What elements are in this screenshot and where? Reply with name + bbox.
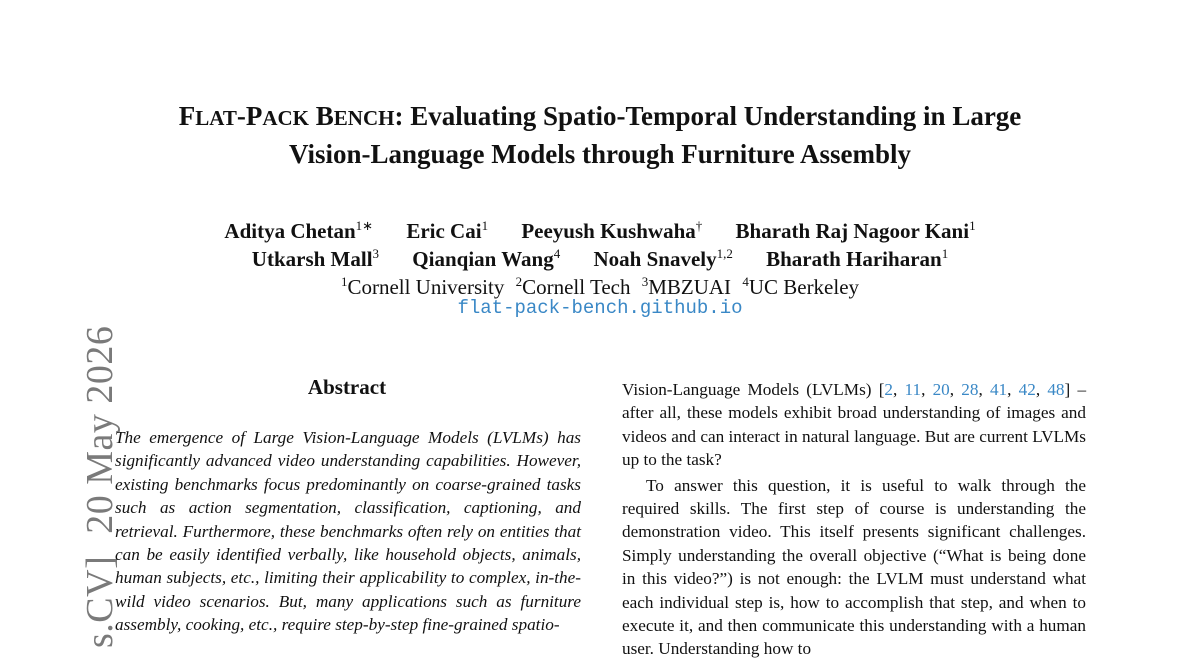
title-dash: -	[236, 101, 246, 131]
citation-link[interactable]: 20	[932, 380, 950, 399]
author-affil-mark: 1∗	[355, 218, 374, 233]
citation-link[interactable]: 41	[989, 380, 1008, 399]
arxiv-date: 20 May 2026	[79, 325, 121, 534]
paragraph-text: – after all, these models exhibit broad understanding of images and videos and can interact in natural language. But are current LVLMs up to the task?	[622, 380, 1087, 470]
author-affil-mark: 1	[481, 218, 489, 233]
affiliation-name: Cornell University	[347, 275, 505, 299]
project-url-link[interactable]: flat-pack-bench.github.io	[457, 297, 743, 319]
affiliation	[742, 275, 859, 299]
author-affil-mark: 1,2	[716, 246, 733, 261]
author-affil-mark: 3	[372, 246, 380, 261]
citation-link[interactable]: 48	[1047, 380, 1065, 399]
author-name: Utkarsh Mall	[251, 247, 373, 271]
author-name: Qianqian Wang	[412, 247, 554, 271]
affiliation	[516, 275, 631, 299]
citation-link[interactable]: 11	[904, 380, 922, 399]
affiliation-name: UC Berkeley	[748, 275, 860, 299]
affiliation	[341, 275, 504, 299]
affiliation	[642, 275, 731, 299]
title-sc-letter: P	[245, 101, 263, 131]
citation-link[interactable]: 42	[1018, 380, 1036, 399]
author-affil-mark: 1	[941, 246, 949, 261]
citation-link[interactable]: 2	[884, 380, 894, 399]
title-line-2: Vision-Language Models through Furniture Assembly	[288, 139, 912, 169]
paragraph-text: Vision-Language Models (LVLMs) [	[622, 380, 885, 399]
title-sc-small: ENCH	[333, 106, 395, 130]
affiliation-mark: 3	[641, 274, 649, 289]
author-name: Bharath Raj Nagoor Kani	[735, 219, 970, 243]
title-sc-letter: B	[315, 101, 334, 131]
abstract-heading: Abstract	[307, 375, 387, 399]
right-column	[622, 378, 1086, 661]
intro-paragraph-1: Vision-Language Models (LVLMs) [2, 11, 20, 28, 41, 42, 48] – after all, these models exhibit broad understanding of images and videos and can interact in natural language. But are current LVLMs up to the task?	[622, 380, 1087, 470]
author-affil-mark: †	[695, 218, 703, 233]
author-affil-mark: 4	[553, 246, 561, 261]
abstract-text: The emergence of Large Vision-Language Models (LVLMs) has significantly advanced video understanding capabilities. However, existing benchmarks focus predominantly on coarse-grained tasks such as action segmentation, classification, captioning, and retrieval. Furthermore, these benchmarks often rely on entities that can be easily identified verbally, like household objects, animals, human subjects, etc., limiting their applicability to complex, in-the-wild video scenarios. But, many applications such as furniture assembly, cooking, etc., require step-by-step fine-grained spatio-	[115, 428, 581, 635]
author-affil-mark: 1	[969, 218, 976, 233]
author-name: Noah Snavely	[593, 247, 717, 271]
affiliation-mark: 4	[742, 274, 749, 289]
bracket: ]	[1064, 380, 1071, 399]
title-sc-small: ACK	[262, 106, 309, 130]
title-sc-letter: F	[178, 101, 196, 131]
author-name: Aditya Chetan	[224, 219, 356, 243]
intro-paragraph-2: To answer this question, it is useful to walk through the required skills. The first step of course is understanding the demonstration video. This itself presents significant challenges. Simply understanding the overall objective (“What is being done in this video?”) is not enough: the LVLM must understand what each individual step is, how to accomplish that step, and when to execute it, and then communicate this understanding with a human user. Understanding how to	[622, 475, 1086, 659]
citation-link[interactable]: 28	[961, 380, 979, 399]
affiliation-name: Cornell Tech	[522, 275, 631, 299]
author-name: Bharath Hariharan	[766, 247, 942, 271]
title-rest: : Evaluating Spatio-Temporal Understanding in Large	[394, 101, 1022, 131]
paper-title	[0, 98, 1200, 172]
affiliation-name: MBZUAI	[648, 275, 732, 299]
author-name: Eric Cai	[406, 219, 482, 243]
title-sc-small: LAT	[195, 106, 237, 130]
affiliation-mark: 2	[515, 274, 523, 289]
title-line-1	[0, 98, 1200, 136]
arxiv-category: s.CV]	[79, 555, 121, 648]
author-name: Peeyush Kushwaha	[521, 219, 696, 243]
affiliation-mark: 1	[340, 274, 348, 289]
